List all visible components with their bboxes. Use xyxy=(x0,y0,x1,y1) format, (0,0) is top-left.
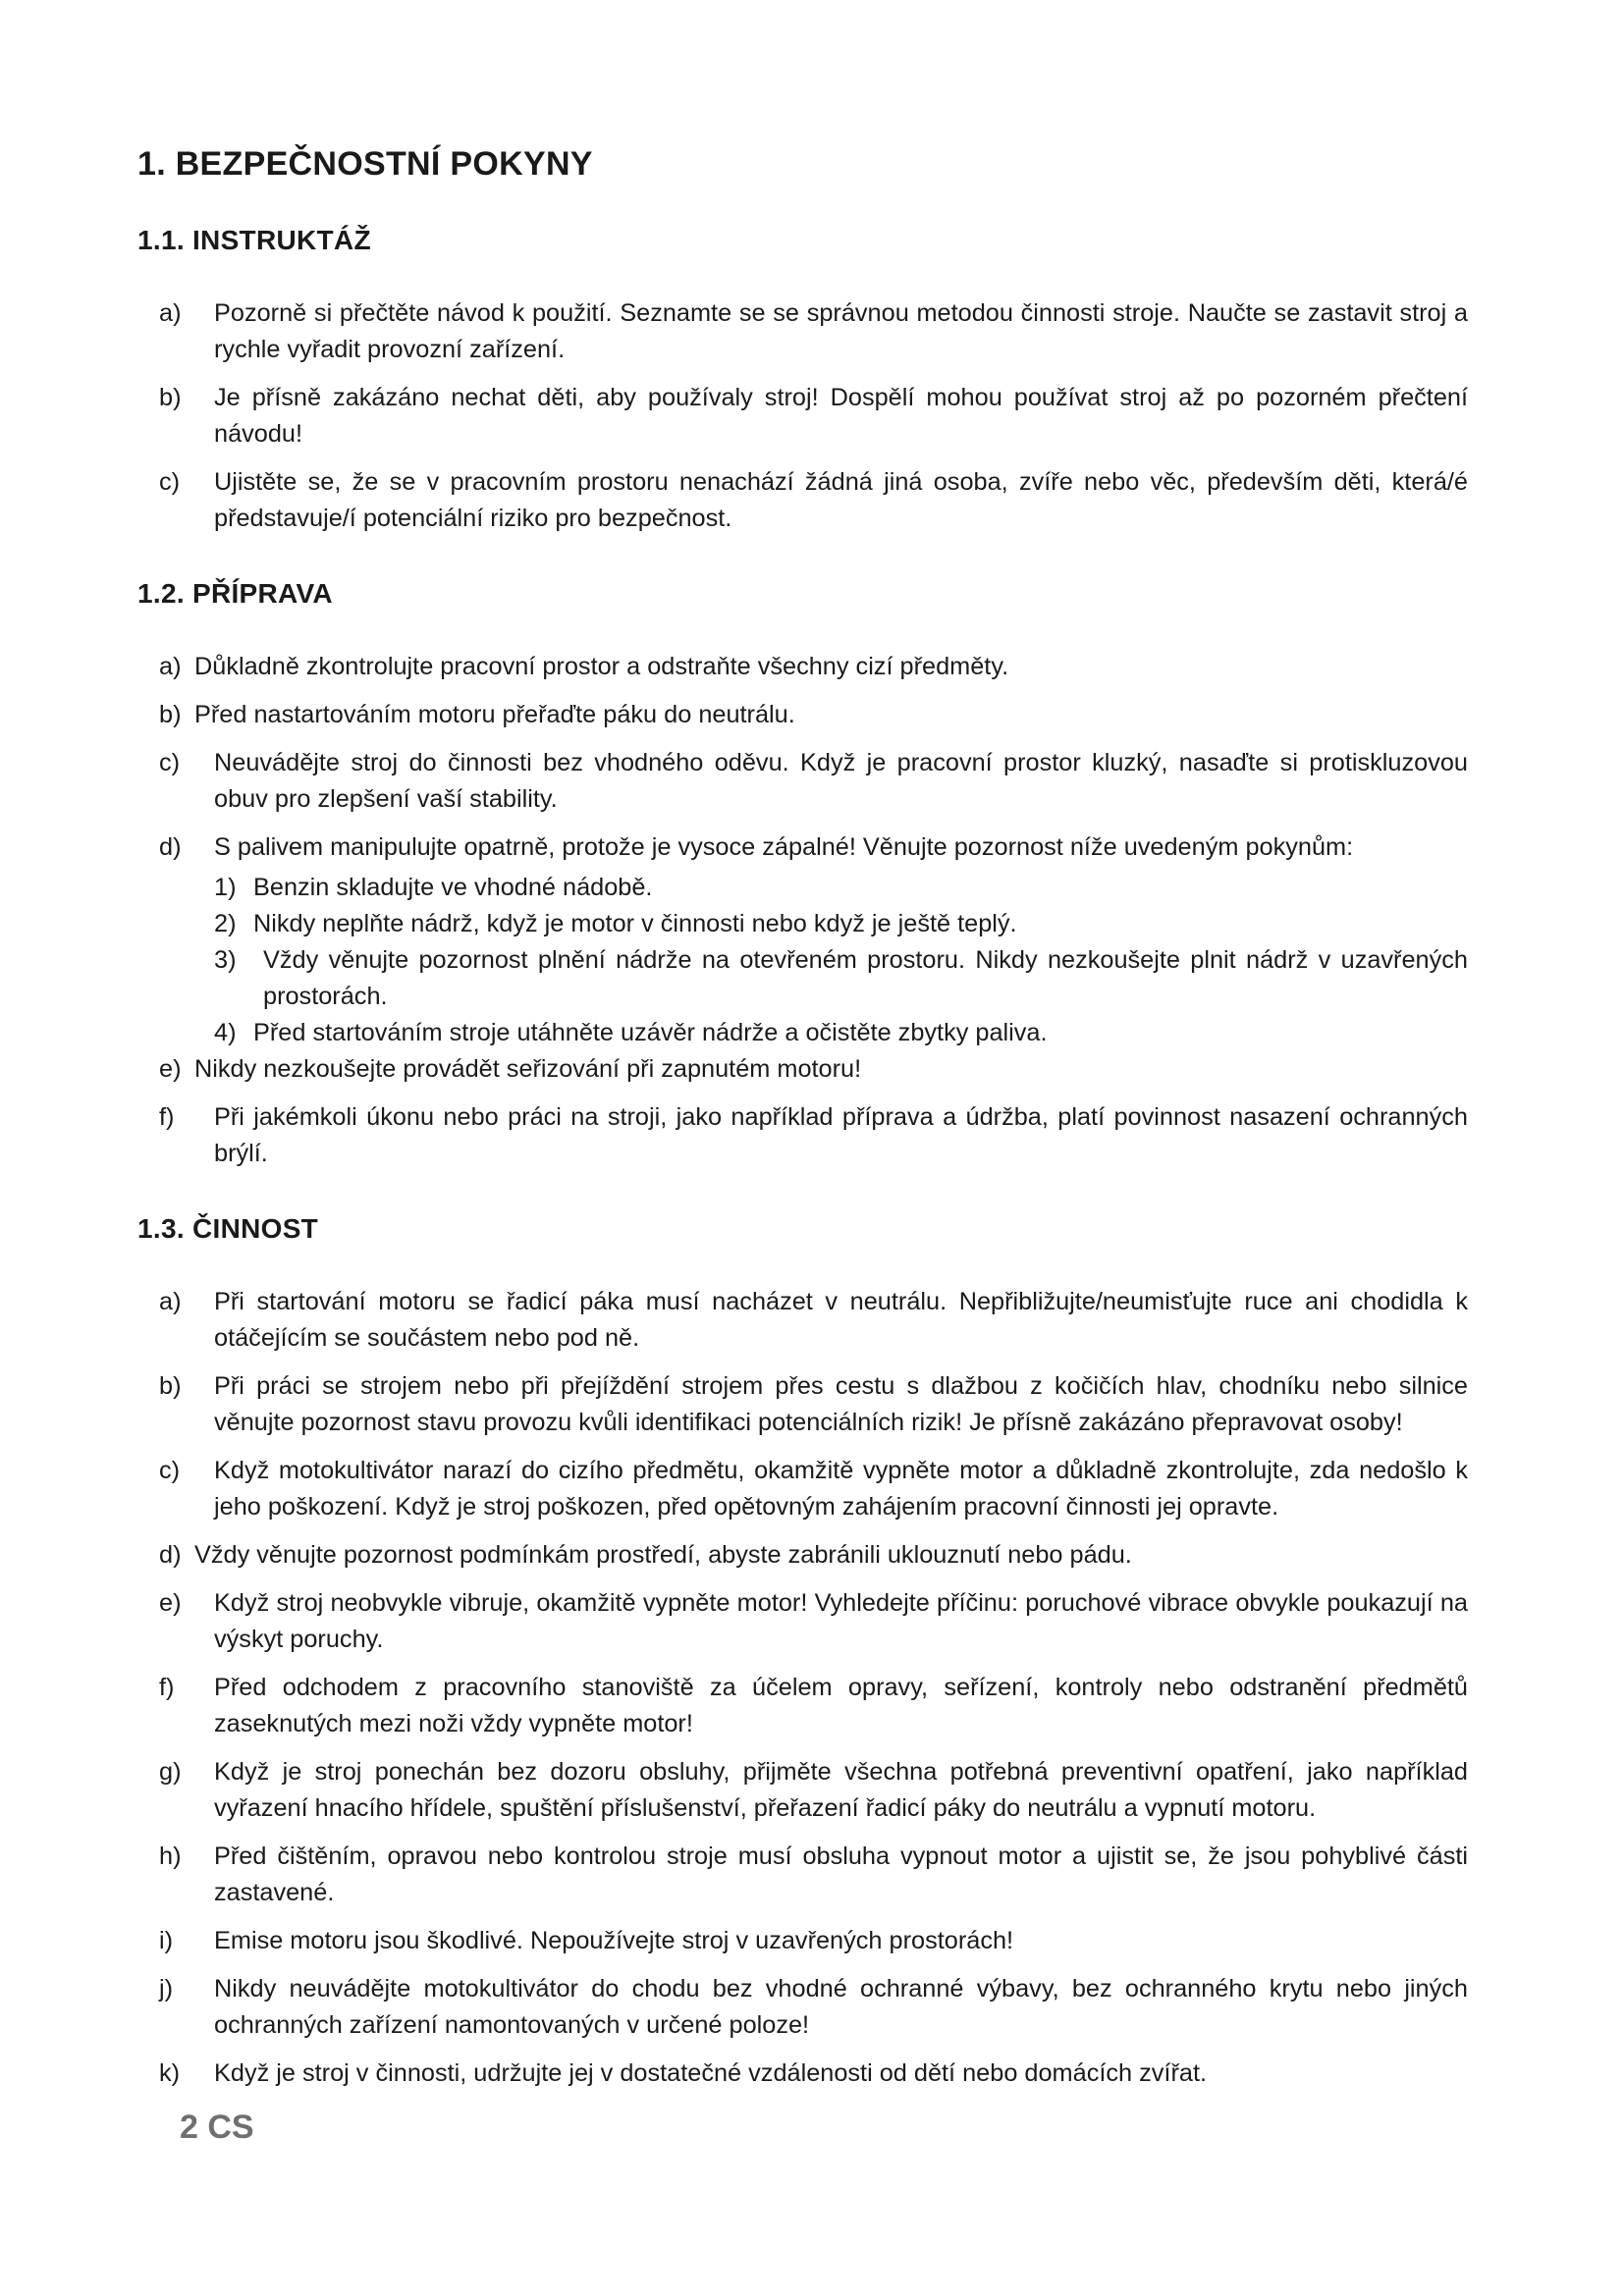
item-marker: c) xyxy=(159,1457,181,1484)
item-text: Při startování motoru se řadicí páka musí nacházet v neutrálu. Nepřibližujte/neumisťujte ruce ani chodidla k otáčejícím se součástem nebo pod ně. xyxy=(214,1288,1468,1352)
item-text: Emise motoru jsou škodlivé. Nepoužívejte stroj v uzavřených prostorách! xyxy=(214,1927,1014,1954)
item-marker: b) xyxy=(159,701,182,728)
item-text: Ujistěte se, že se v pracovním prostoru nenachází žádná jiná osoba, zvíře nebo věc, především děti, která/é představuje/í potenciální riziko pro bezpečnost. xyxy=(214,468,1468,532)
list-item xyxy=(137,1453,1468,1525)
list-item xyxy=(137,1839,1468,1911)
section-heading-priprava: 1.2. PŘÍPRAVA xyxy=(137,578,333,609)
item-marker: 2) xyxy=(214,910,237,937)
item-marker: f) xyxy=(159,1674,175,1701)
item-marker: c) xyxy=(159,749,181,776)
item-marker: b) xyxy=(159,1372,182,1400)
item-marker: g) xyxy=(159,1758,182,1786)
list-item xyxy=(137,1368,1468,1441)
section-heading-cinnost: 1.3. ČINNOST xyxy=(137,1213,319,1244)
item-marker: c) xyxy=(159,468,181,496)
priprava-list xyxy=(137,649,1468,866)
list-item xyxy=(137,295,1468,368)
sublist-item xyxy=(214,870,1468,906)
item-marker: f) xyxy=(159,1103,175,1131)
list-item xyxy=(137,1284,1468,1357)
item-text: Při jakémkoli úkonu nebo práci na stroji, jako například příprava a údržba, platí povinnost nasazení ochranných brýlí. xyxy=(214,1103,1468,1167)
item-text: Důkladně zkontrolujte pracovní prostor a odstraňte všechny cizí předměty. xyxy=(194,653,1009,680)
list-item xyxy=(137,380,1468,453)
item-text: Před nastartováním motoru přeřaďte páku do neutrálu. xyxy=(194,701,795,728)
page-number: 2 CS xyxy=(180,2109,254,2146)
item-marker: k) xyxy=(159,2059,181,2087)
fuel-instructions-sublist xyxy=(214,870,1468,1051)
priprava-list-continued xyxy=(137,1051,1468,1172)
item-marker: e) xyxy=(159,1589,182,1617)
page-title: 1. BEZPEČNOSTNÍ POKYNY xyxy=(137,145,593,183)
list-item xyxy=(137,1670,1468,1742)
item-marker: d) xyxy=(159,1541,182,1569)
item-marker: b) xyxy=(159,384,182,411)
item-text: Vždy věnujte pozornost podmínkám prostředí, abyste zabránili uklouznutí nebo pádu. xyxy=(194,1541,1132,1569)
item-text: Před odchodem z pracovního stanoviště za účelem opravy, seřízení, kontroly nebo odstranění předmětů zaseknutých mezi noži vždy vypněte motor! xyxy=(214,1674,1468,1737)
item-text: Když je stroj v činnosti, udržujte jej v dostatečné vzdálenosti od dětí nebo domácích zvířat. xyxy=(214,2059,1207,2087)
instruktaz-list xyxy=(137,295,1468,537)
list-item xyxy=(137,1099,1468,1172)
item-marker: 4) xyxy=(214,1019,237,1046)
item-text: Když motokultivátor narazí do cizího předmětu, okamžitě vypněte motor a důkladně zkontrolujte, zda nedošlo k jeho poškození. Když je stroj poškozen, před opětovným zahájením pracovní činnosti jej opravte. xyxy=(214,1457,1468,1521)
item-text: Před startováním stroje utáhněte uzávěr nádrže a očistěte zbytky paliva. xyxy=(253,1019,1048,1046)
item-marker: d) xyxy=(159,833,182,861)
item-marker: a) xyxy=(159,653,182,680)
item-text: Pozorně si přečtěte návod k použití. Seznamte se se správnou metodou činnosti stroje. Naučte se zastavit stroj a rychle vyřadit provozní zařízení. xyxy=(214,299,1468,363)
item-marker: h) xyxy=(159,1842,182,1870)
item-text: Benzin skladujte ve vhodné nádobě. xyxy=(253,874,653,901)
item-text: Když je stroj ponechán bez dozoru obsluhy, přijměte všechna potřebná preventivní opatření, jako například vyřazení hnacího hřídele, spuštění příslušenství, přeřazení řadicí páky do neutrálu a vypnutí motoru. xyxy=(214,1758,1468,1822)
item-text: Nikdy neuvádějte motokultivátor do chodu bez vhodné ochranné výbavy, bez ochranného krytu nebo jiných ochranných zařízení namontovaných v určené poloze! xyxy=(214,1975,1468,2039)
list-item xyxy=(137,1051,1468,1088)
item-text: Vždy věnujte pozornost plnění nádrže na otevřeném prostoru. Nikdy nezkoušejte plnit nádrž v uzavřených prostorách. xyxy=(263,946,1468,1010)
item-marker: 1) xyxy=(214,874,237,901)
cinnost-list xyxy=(137,1284,1468,2092)
list-item xyxy=(137,1923,1468,1959)
item-marker: j) xyxy=(159,1975,174,2002)
sublist-item xyxy=(214,906,1468,942)
item-marker: a) xyxy=(159,299,182,327)
list-item xyxy=(137,745,1468,818)
list-item xyxy=(137,1585,1468,1658)
list-item xyxy=(137,649,1468,685)
list-item xyxy=(137,2056,1468,2092)
item-text: S palivem manipulujte opatrně, protože je vysoce zápalné! Věnujte pozornost níže uvedeným pokynům: xyxy=(214,833,1354,861)
item-text: Nikdy neplňte nádrž, když je motor v činnosti nebo když je ještě teplý. xyxy=(253,910,1017,937)
list-item xyxy=(137,464,1468,537)
list-item xyxy=(137,1971,1468,2044)
item-text: Když stroj neobvykle vibruje, okamžitě vypněte motor! Vyhledejte příčinu: poruchové vibrace obvykle poukazují na výskyt poruchy. xyxy=(214,1589,1468,1653)
item-marker: e) xyxy=(159,1055,182,1083)
item-text: Je přísně zakázáno nechat děti, aby používaly stroj! Dospělí mohou používat stroj až po pozorném přečtení návodu! xyxy=(214,384,1468,448)
list-item xyxy=(137,829,1468,866)
list-item xyxy=(137,1537,1468,1574)
list-item xyxy=(137,1754,1468,1827)
section-heading-instruktaz: 1.1. INSTRUKTÁŽ xyxy=(137,225,371,255)
item-marker: a) xyxy=(159,1288,182,1315)
item-text: Při práci se strojem nebo při přejíždění strojem přes cestu s dlažbou z kočičích hlav, chodníku nebo silnice věnujte pozornost stavu provozu kvůli identifikaci potenciálních rizik! Je přísně zakázáno přepravovat osoby! xyxy=(214,1372,1468,1436)
sublist-item xyxy=(214,942,1468,1015)
item-marker: i) xyxy=(159,1927,174,1954)
item-text: Před čištěním, opravou nebo kontrolou stroje musí obsluha vypnout motor a ujistit se, že jsou pohyblivé části zastavené. xyxy=(214,1842,1468,1906)
item-text: Nikdy nezkoušejte provádět seřizování při zapnutém motoru! xyxy=(194,1055,862,1083)
page-content xyxy=(137,145,1468,2104)
item-text: Neuvádějte stroj do činnosti bez vhodného oděvu. Když je pracovní prostor kluzký, nasaďte si protiskluzovou obuv pro zlepšení vaší stability. xyxy=(214,749,1468,813)
list-item xyxy=(137,697,1468,733)
sublist-item xyxy=(214,1015,1468,1051)
item-marker: 3) xyxy=(214,946,237,974)
